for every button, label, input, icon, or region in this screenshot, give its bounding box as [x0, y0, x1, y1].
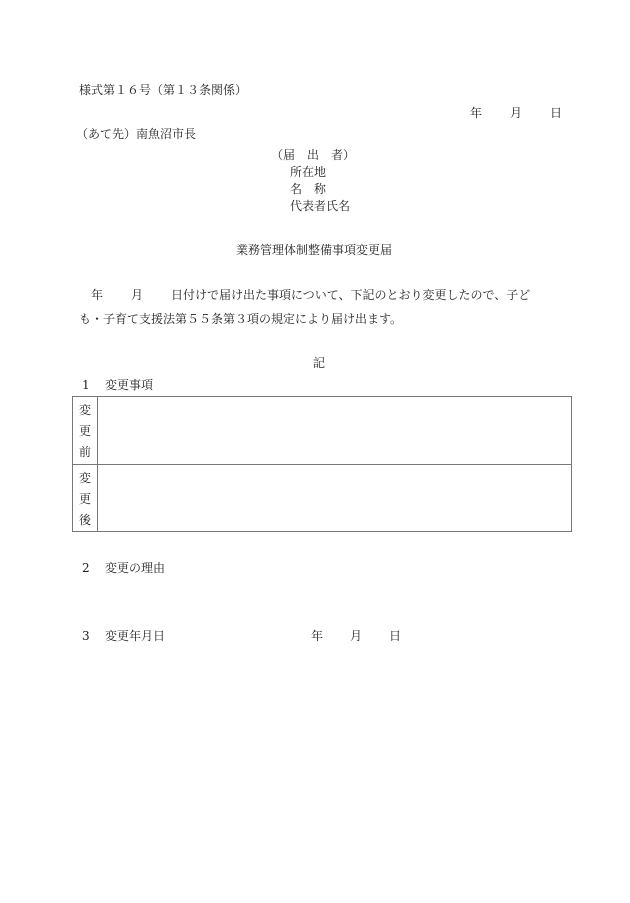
section-1-number: 1 [82, 378, 90, 392]
before-value-cell[interactable] [98, 397, 571, 464]
section-3-number: 3 [82, 629, 90, 643]
date-year-label: 年 [470, 106, 483, 120]
section-3-day-label: 日 [389, 629, 402, 643]
document-title: 業務管理体制整備事項変更届 [236, 243, 393, 257]
after-label-char: 変 [78, 470, 91, 485]
notifier-address-label: 所在地 [290, 165, 327, 179]
body-month-label: 月 [131, 288, 144, 302]
after-value-cell[interactable] [98, 465, 571, 532]
after-label-char: 更 [78, 491, 91, 506]
section-3-month-label: 月 [350, 629, 363, 643]
notifier-representative-label: 代表者氏名 [290, 199, 351, 213]
notifier-name-label: 名 称 [290, 182, 327, 196]
change-table [72, 396, 572, 532]
body-line1: 日付けで届け出た事項について、下記のとおり変更したので、子ど [171, 288, 531, 302]
section-3-year-label: 年 [311, 629, 324, 643]
after-label-cell [73, 465, 98, 532]
form-number: 様式第１６号（第１３条関係） [79, 83, 248, 97]
addressee: （あて先）南魚沼市長 [76, 127, 197, 141]
before-label-char: 変 [78, 402, 91, 417]
body-year-label: 年 [91, 288, 104, 302]
before-label-char: 更 [78, 423, 91, 438]
section-2-value[interactable] [105, 580, 565, 610]
section-2-number: 2 [82, 561, 90, 575]
section-1-label: 変更事項 [105, 378, 154, 392]
ki-heading: 記 [313, 356, 326, 370]
after-label-char: 後 [78, 512, 91, 527]
table-row-before [73, 397, 571, 465]
before-label-cell [73, 397, 98, 464]
notifier-heading: （届 出 者） [271, 148, 356, 162]
date-month-label: 月 [510, 106, 523, 120]
before-label-char: 前 [78, 444, 91, 459]
section-3-label: 変更年月日 [105, 629, 166, 643]
table-row-after [73, 465, 571, 532]
section-2-label: 変更の理由 [105, 561, 166, 575]
body-line2: も・子育て支援法第５５条第３項の規定により届け出ます。 [79, 312, 403, 326]
date-day-label: 日 [550, 106, 563, 120]
